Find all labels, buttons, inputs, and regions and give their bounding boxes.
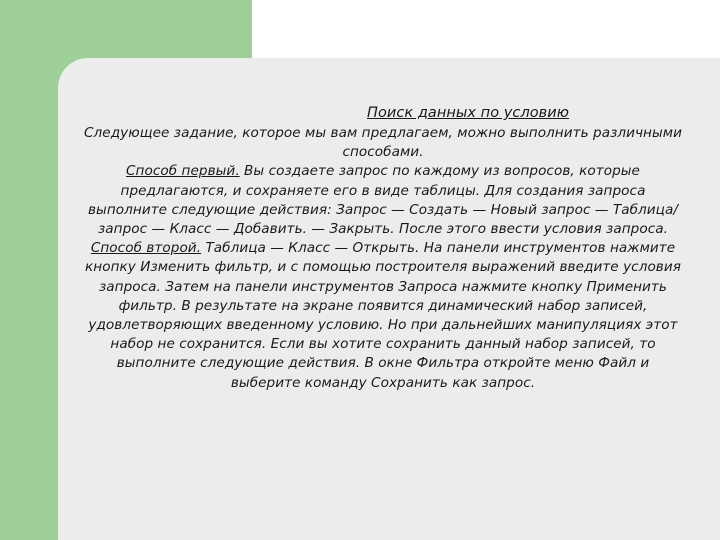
document-title: Поиск данных по условию [366,105,570,121]
method-one-text: Вы создаете запрос по каждому из вопросов, которые предлагаются, и сохраняете его в виде таблицы. Для создания запроса выполните следующие действия: Запрос — Создать — Новый запрос — Таблица/ запрос — Класс — Добавить. — Закрыть. После этого ввести условия запроса. [88,163,678,238]
method-two-label: Способ второй. [90,240,202,257]
method-two-paragraph [82,239,684,393]
method-two-text: Таблица — Класс — Открыть. На панели инструментов нажмите кнопку Изменить фильтр, и с помощью построителя выражений введите условия запроса. Затем на панели инструментов Запроса нажмите кнопку Применить фильтр. В результате на экране появится динамический набор записей, удовлетворяющих введенному условию. Но при дальнейших манипуляциях этот набор не сохранится. Если вы хотите сохранить данный набор записей, то выполните следующие действия. В окне Фильтра откройте меню Файл и выберите команду Сохранить как запрос. [85,240,681,391]
intro-paragraph: Следующее задание, которое мы вам предлагаем, можно выполнить различными способами. [84,125,682,161]
method-one-label: Способ первый. [126,163,240,180]
decorative-green-strip [0,0,58,540]
method-one-paragraph [82,162,684,239]
document-body [82,102,684,393]
